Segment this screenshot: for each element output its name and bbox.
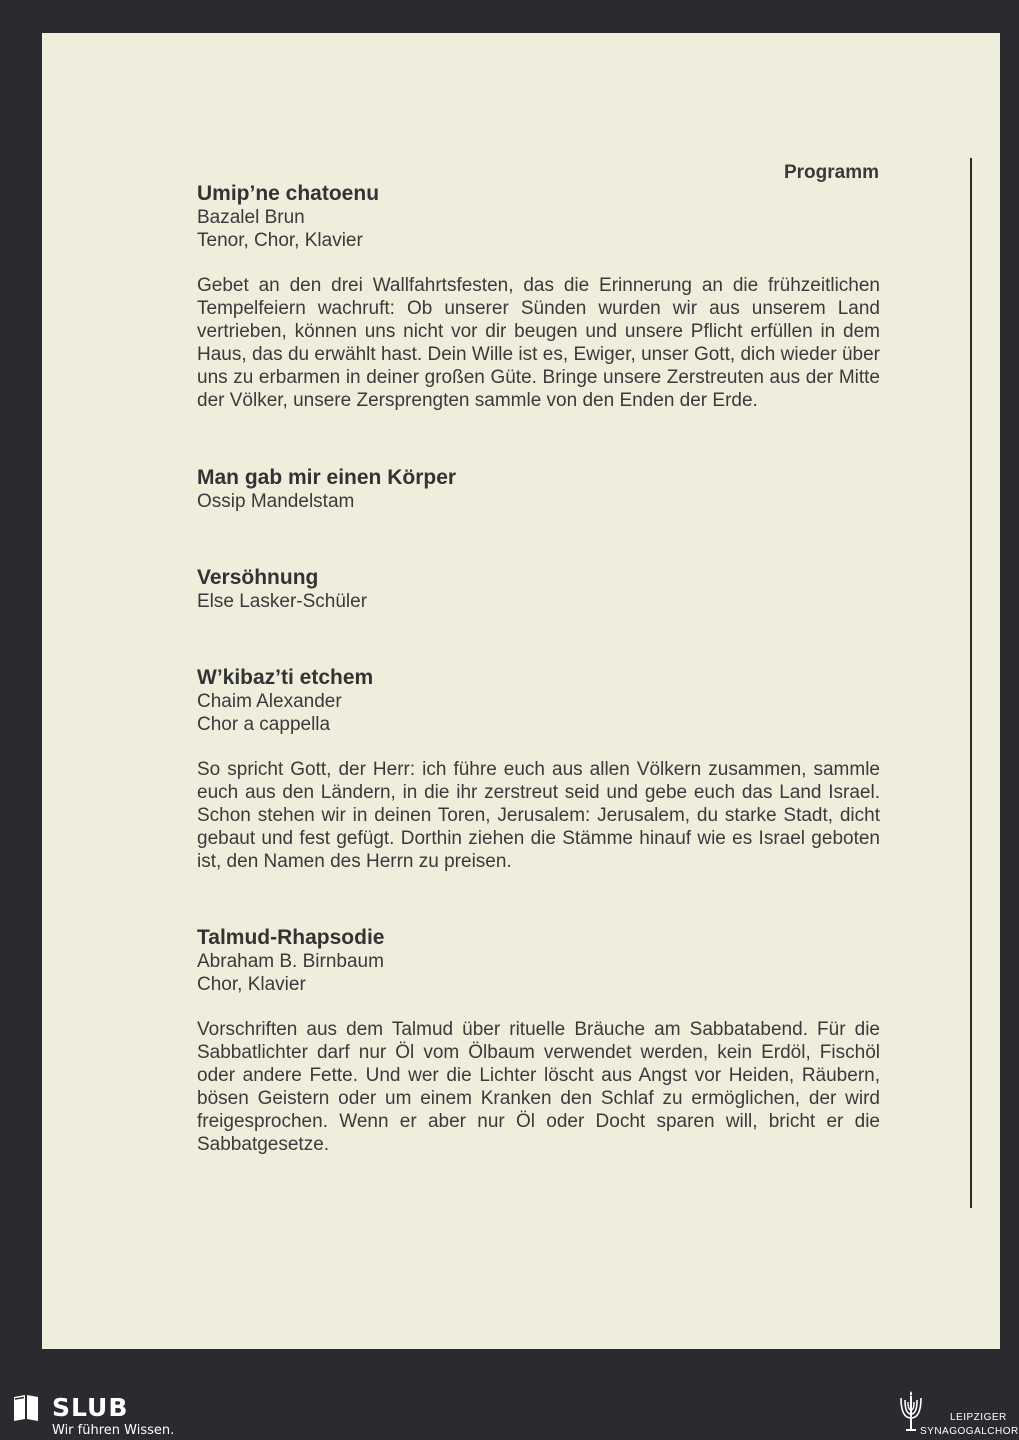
item-composer: Ossip Mandelstam bbox=[197, 491, 355, 512]
margin-rule bbox=[970, 158, 972, 1208]
item-title: Talmud-Rhapsodie bbox=[197, 926, 385, 949]
item-title: Umip’ne chatoenu bbox=[197, 182, 380, 205]
item-title: Versöhnung bbox=[197, 566, 319, 589]
program-item bbox=[197, 925, 880, 1156]
slub-tagline: Wir führen Wissen. bbox=[52, 1423, 175, 1438]
item-composer: Abraham B. Birnbaum bbox=[197, 951, 384, 972]
item-composer: Bazalel Brun bbox=[197, 207, 305, 228]
item-description: Gebet an den drei Wallfahrtsfesten, das die Erinnerung an die frühzeitlichen Tempelfeiern wachruft: Ob unserer Sünden wurden wir aus unserem Land vertrieben, können uns nicht vor dir beugen und unsere Pflicht erfüllen in dem Haus, das du erwählt hast. Dein Wille ist es, Ewiger, unser Gott, dich wieder über uns zu erbarmen in deiner großen Güte. Bringe unsere Zerstreuten aus der Mitte der Völker, unsere Zersprengten sammle von den Enden der Erde. bbox=[197, 275, 880, 411]
item-description: Vorschriften aus dem Talmud über rituelle Bräuche am Sabbatabend. Für die Sabbatlichter darf nur Öl vom Ölbaum verwendet werden, kein Erdöl, Fischöl oder andere Fette. Und wer die Lichter löscht aus Angst vor Heiden, Räubern, bösen Geistern oder um einem Kranken den Schlaf zu ermöglichen, der wird freigesprochen. Wenn er aber nur Öl oder Docht sparen will, bricht er die Sabbatgesetze. bbox=[197, 1019, 880, 1155]
page-header-label: Programm bbox=[783, 162, 879, 183]
item-description: So spricht Gott, der Herr: ich führe euch aus allen Völkern zusammen, sammle euch aus den Ländern, in die ihr zerstreut seid und gebe euch das Land Israel. Schon stehen wir in deinen Toren, Jerusalem: Jerusalem, du starke Stadt, dicht gebaut und fest gefügt. Dorthin ziehen die Stämme hinauf wie es Israel geboten ist, den Namen des Herrn zu preisen. bbox=[197, 759, 880, 872]
program-item bbox=[197, 665, 880, 873]
item-title: Man gab mir einen Körper bbox=[197, 466, 457, 489]
item-composer: Chaim Alexander bbox=[197, 691, 342, 712]
program-item bbox=[197, 465, 880, 513]
book-icon bbox=[12, 1393, 40, 1423]
item-scoring: Tenor, Chor, Klavier bbox=[197, 230, 363, 251]
choir-name-line1: LEIPZIGER bbox=[950, 1412, 1007, 1423]
program-item bbox=[197, 565, 880, 613]
item-title: W’kibaz’ti etchem bbox=[197, 666, 374, 689]
program-item bbox=[197, 181, 880, 412]
choir-name-line2: SYNAGOGALCHOR bbox=[920, 1426, 1019, 1437]
slub-logo-text[interactable]: SLUB bbox=[52, 1393, 129, 1422]
document-page bbox=[42, 33, 1000, 1349]
item-scoring: Chor a cappella bbox=[197, 714, 331, 735]
item-composer: Else Lasker-Schüler bbox=[197, 591, 368, 612]
item-scoring: Chor, Klavier bbox=[197, 974, 306, 995]
program-content bbox=[197, 181, 880, 1156]
